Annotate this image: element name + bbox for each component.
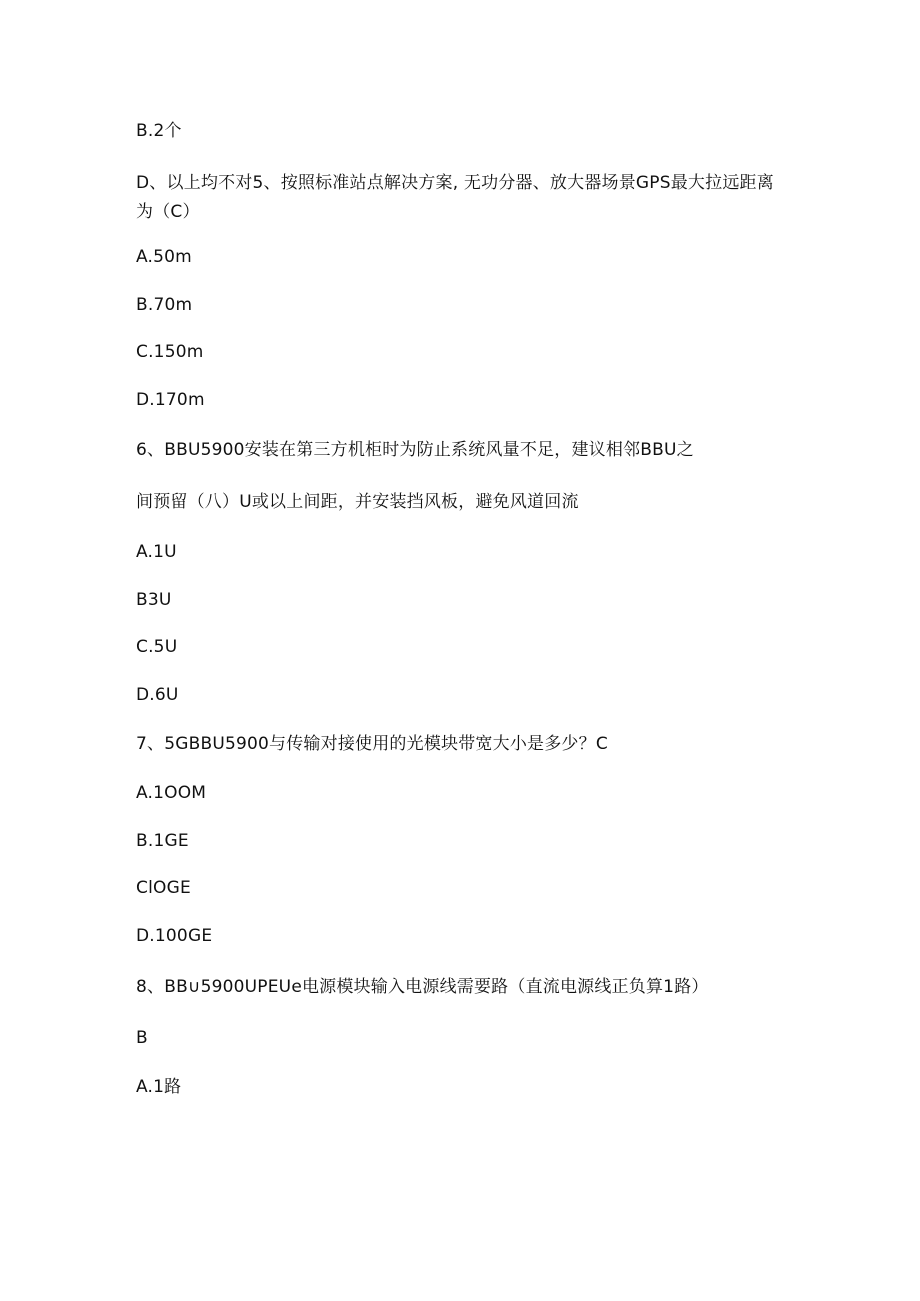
option-a-1-route: A.1路: [136, 1077, 182, 1097]
question-6-line-1: 6、BBU5900安装在第三方机柜时为防止系统风量不足，建议相邻BBU之: [136, 440, 694, 460]
option-c-5u: C.5U: [136, 637, 178, 657]
question-8-text: 8、BB∪5900UPEUe电源模块输入电源线需要路（直流电源线正负算1路）: [136, 977, 709, 997]
question-5-text: D、以上均不对5、按照标准站点解决方案, 无功分器、放大器场景GPS最大拉远距离为（C）: [136, 173, 774, 222]
option-d-6u: D.6U: [136, 685, 179, 705]
option-c-10ge: ClOGE: [136, 878, 191, 898]
option-a-50m: A.50m: [136, 247, 192, 267]
option-d-100ge: D.100GE: [136, 926, 213, 946]
option-a-100m: A.1OOM: [136, 783, 207, 803]
question-8-answer: B: [136, 1028, 148, 1048]
question-7-text: 7、5GBBU5900与传输对接使用的光模块带宽大小是多少？C: [136, 734, 608, 754]
option-b-70m: B.70m: [136, 295, 193, 315]
option-b-2: B.2个: [136, 121, 182, 141]
option-a-1u: A.1U: [136, 542, 177, 562]
question-6-line-2: 间预留（八）U或以上间距，并安装挡风板，避免风道回流: [136, 492, 579, 512]
option-c-150m: C.150m: [136, 342, 204, 362]
option-b-1ge: B.1GE: [136, 831, 189, 851]
option-d-170m: D.170m: [136, 390, 205, 410]
option-b-3u: B3U: [136, 590, 172, 610]
